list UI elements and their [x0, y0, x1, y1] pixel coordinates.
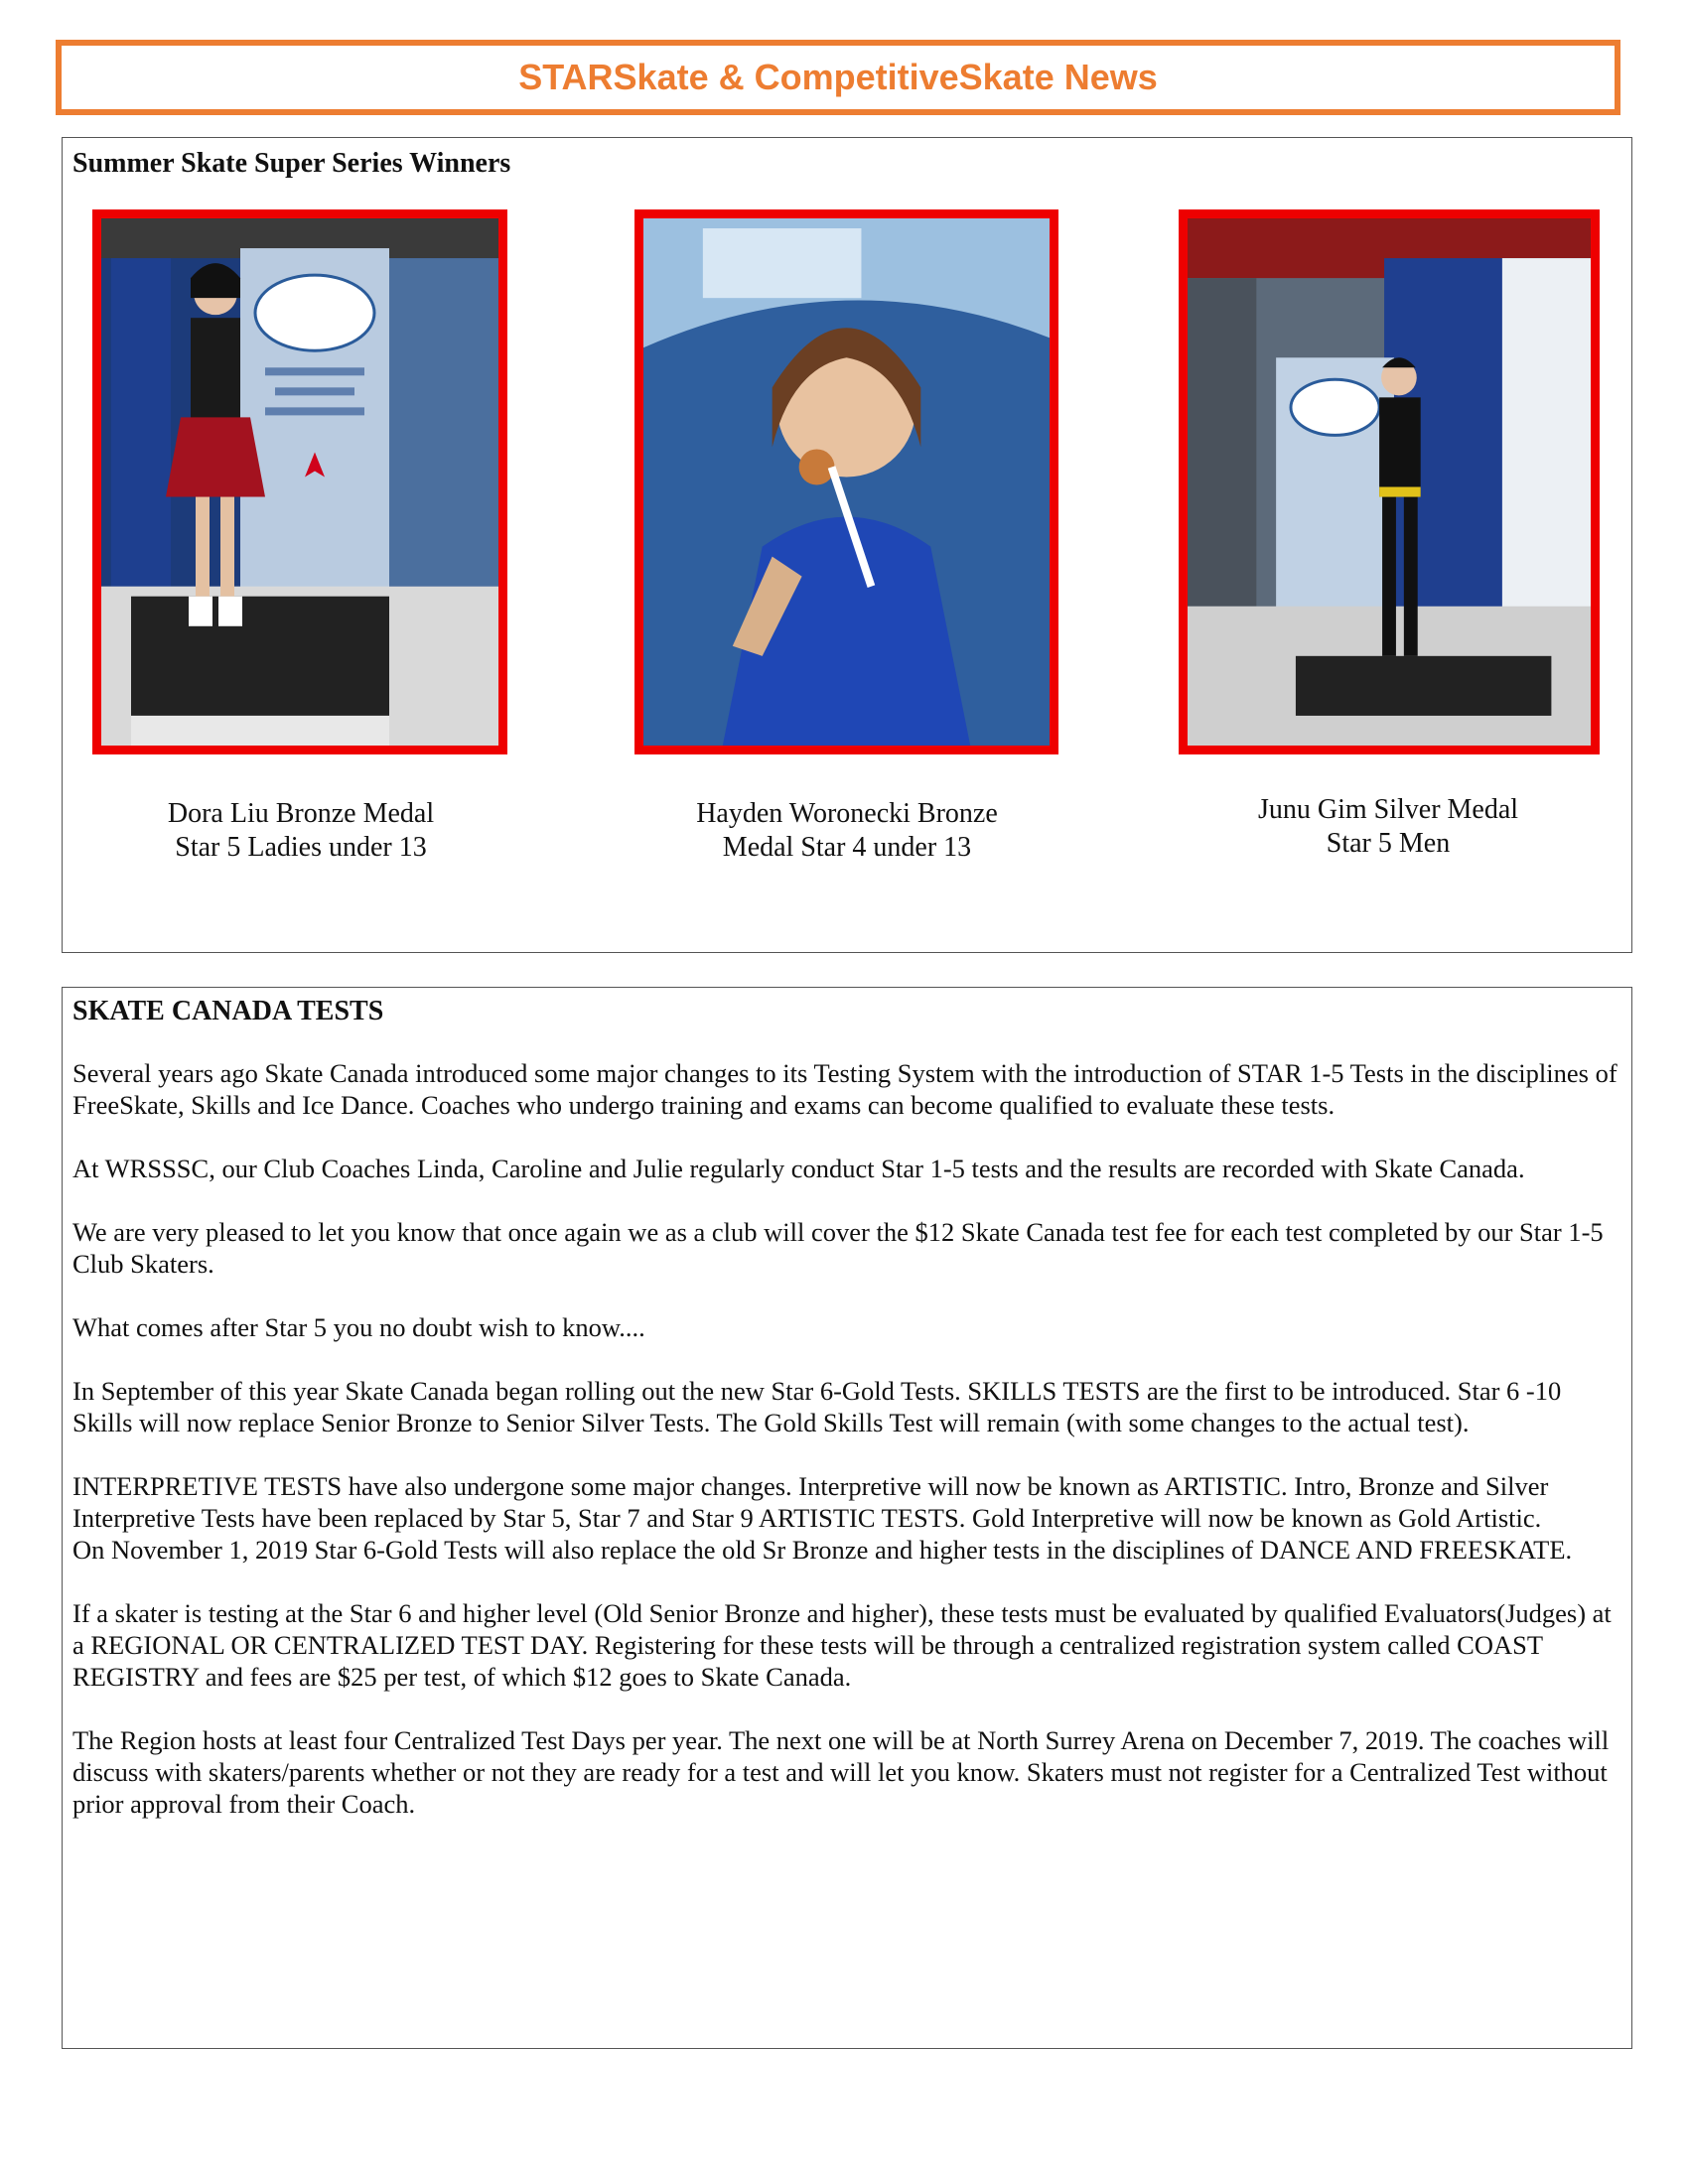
skate-canada-tests-section: [62, 987, 1632, 2049]
tests-paragraph: At WRSSSC, our Club Coaches Linda, Caroline and Julie regularly conduct Star 1-5 tests and the results are recorded with Skate Canada.: [72, 1154, 1525, 1183]
tests-body: [72, 1057, 1621, 1851]
tests-paragraph: The Region hosts at least four Centralized Test Days per year. The next one will be at North Surrey Arena on December 7, 2019. The coaches will discuss with skaters/parents whether or not they are ready for a test and will let you know. Skaters must not register for a Centralized Test without prior approval from their Coach.: [72, 1725, 1610, 1819]
tests-paragraph: If a skater is testing at the Star 6 and higher level (Old Senior Bronze and higher), these tests must be evaluated by qualified Evaluators(Judges) at a REGIONAL OR CENTRALIZED TEST DAY. Registering for these tests will be through a centralized registration system called COAST REGISTRY and fees are $25 per test, of which $12 goes to Skate Canada.: [72, 1598, 1612, 1692]
caption-line: Star 5 Ladies under 13: [175, 832, 427, 863]
caption-line: Star 5 Men: [1326, 828, 1451, 859]
tests-paragraph: Several years ago Skate Canada introduced some major changes to its Testing System with the introduction of STAR 1-5 Tests in the disciplines of FreeSkate, Skills and Ice Dance. Coaches who undergo training and exams can become qualified to evaluate these tests.: [72, 1058, 1618, 1120]
skater-photo-3: [1179, 209, 1600, 754]
newsletter-banner: [56, 40, 1620, 115]
caption-line: Hayden Woronecki Bronze: [696, 798, 998, 829]
winners-section: [62, 137, 1632, 953]
winners-title: Summer Skate Super Series Winners: [72, 148, 511, 179]
tests-paragraph: In September of this year Skate Canada began rolling out the new Star 6-Gold Tests. SKILLS TESTS are the first to be introduced. Star 6 -10 Skills will now replace Senior Bronze to Senior Silver Tests. The Gold Skills Test will remain (with some changes to the actual test).: [72, 1376, 1562, 1437]
tests-title: SKATE CANADA TESTS: [72, 996, 384, 1026]
caption-line: Dora Liu Bronze Medal: [167, 798, 435, 829]
skater-photo-2: [634, 209, 1058, 754]
skater-caption-1: [122, 797, 480, 865]
tests-paragraph: What comes after Star 5 you no doubt wish to know....: [72, 1312, 645, 1342]
skater-caption-3: [1204, 793, 1572, 861]
banner-title: STARSkate & CompetitiveSkate News: [518, 57, 1158, 97]
tests-paragraph: We are very pleased to let you know that once again we as a club will cover the $12 Skate Canada test fee for each test completed by our Star 1-5 Club Skaters.: [72, 1217, 1604, 1279]
tests-paragraph: On November 1, 2019 Star 6-Gold Tests will also replace the old Sr Bronze and higher tests in the disciplines of DANCE AND FREESKATE.: [72, 1535, 1573, 1565]
caption-line: Medal Star 4 under 13: [722, 832, 972, 863]
tests-paragraph: INTERPRETIVE TESTS have also undergone some major changes. Interpretive will now be known as ARTISTIC. Intro, Bronze and Silver Interpretive Tests have been replaced by Star 5, Star 7 and Star 9 ARTISTIC TESTS. Gold Interpretive will now be known as Gold Artistic.: [72, 1471, 1549, 1533]
skater-caption-2: [658, 797, 1036, 865]
skater-photo-1: [92, 209, 507, 754]
caption-line: Junu Gim Silver Medal: [1257, 794, 1519, 825]
